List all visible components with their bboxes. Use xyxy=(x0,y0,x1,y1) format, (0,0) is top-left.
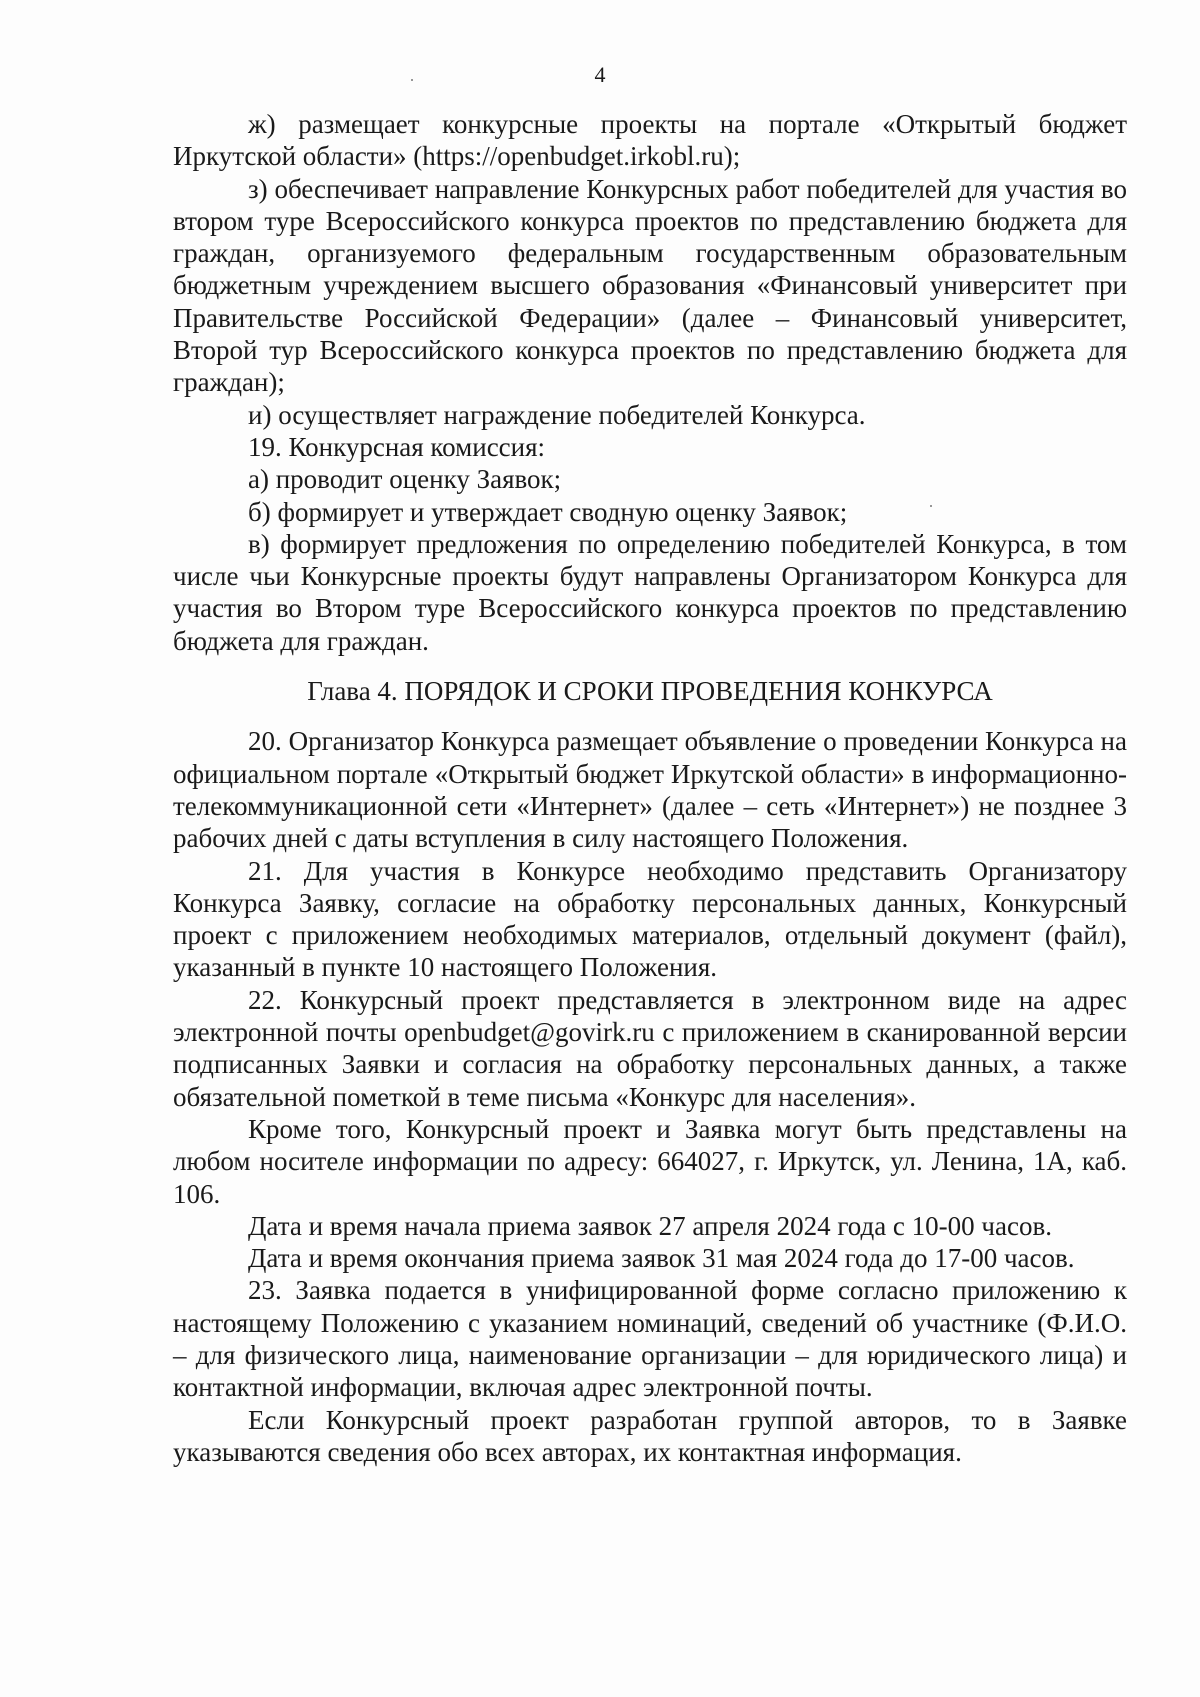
chapter-heading: Глава 4. ПОРЯДОК И СРОКИ ПРОВЕДЕНИЯ КОНКУРСА xyxy=(307,676,993,707)
paragraph-21: 21. Для участия в Конкурсе необходимо представить Организатору Конкурса Заявку, согласие на обработку персональных данных, Конкурсный проект с приложением необходимых материалов, отдельный документ (файл), указанный в пункте 10 настоящего Положения. xyxy=(173,855,1127,983)
paragraph-b: б) формирует и утверждает сводную оценку Заявок; xyxy=(248,496,848,527)
paragraph-i: и) осуществляет награждение победителей Конкурса. xyxy=(248,399,866,430)
paragraph-v: в) формирует предложения по определению победителей Конкурса, в том числе чьи Конкурсные проекты будут направлены Организатором Конкурса для участия во Втором туре Всероссийского конкурса проектов по представлению бюджета для граждан. xyxy=(173,528,1127,656)
paragraph-zh: ж) размещает конкурсные проекты на портале «Открытый бюджет Иркутской области» (https://openbudget.irkobl.ru); xyxy=(173,109,1127,172)
paragraph-23: 23. Заявка подается в унифицированной форме согласно приложению к настоящему Положению с указанием номинаций, сведений об участнике (Ф.И.О. – для физического лица, наименование организации – для юридического лица) и контактной информации, включая адрес электронной почты. xyxy=(173,1275,1127,1403)
paragraph-end-date: Дата и время окончания приема заявок 31 мая 2024 года до 17-00 часов. xyxy=(248,1243,1075,1274)
paragraph-group-authors: Если Конкурсный проект разработан группой авторов, то в Заявке указываются сведения обо всех авторах, их контактная информация. xyxy=(173,1404,1127,1467)
paragraph-submission-address: Кроме того, Конкурсный проект и Заявка могут быть представлены на любом носителе информации по адресу: 664027, г. Иркутск, ул. Ленина, 1А, каб. 106. xyxy=(173,1113,1127,1209)
paragraph-z: з) обеспечивает направление Конкурсных работ победителей для участия во втором туре Всероссийского конкурса проектов по представлению бюджета для граждан, организуемого федеральным государственным образовательным бюджетным учреждением высшего образования «Финансовый университет при Правительстве Российской Федерации» (далее – Финансовый университет, Второй тур Всероссийского конкурса проектов по представлению бюджета для граждан); xyxy=(173,173,1127,398)
page-number: 4 xyxy=(594,62,606,87)
paragraph-22: 22. Конкурсный проект представляется в электронном виде на адрес электронной почты openbudget@govirk.ru с приложением в сканированной версии подписанных Заявки и согласия на обработку персональных данных, а также обязательной пометкой в теме письма «Конкурс для населения». xyxy=(173,984,1127,1112)
paragraph-19: 19. Конкурсная комиссия: xyxy=(248,431,546,462)
document-body xyxy=(173,108,1127,1468)
paragraph-a: а) проводит оценку Заявок; xyxy=(248,464,562,495)
paragraph-20: 20. Организатор Конкурса размещает объявление о проведении Конкурса на официальном портале «Открытый бюджет Иркутской области» в информационно-телекоммуникационной сети «Интернет» (далее – сеть «Интернет») не позднее 3 рабочих дней с даты вступления в силу настоящего Положения. xyxy=(173,726,1127,854)
paragraph-start-date: Дата и время начала приема заявок 27 апреля 2024 года с 10-00 часов. xyxy=(248,1210,1052,1241)
